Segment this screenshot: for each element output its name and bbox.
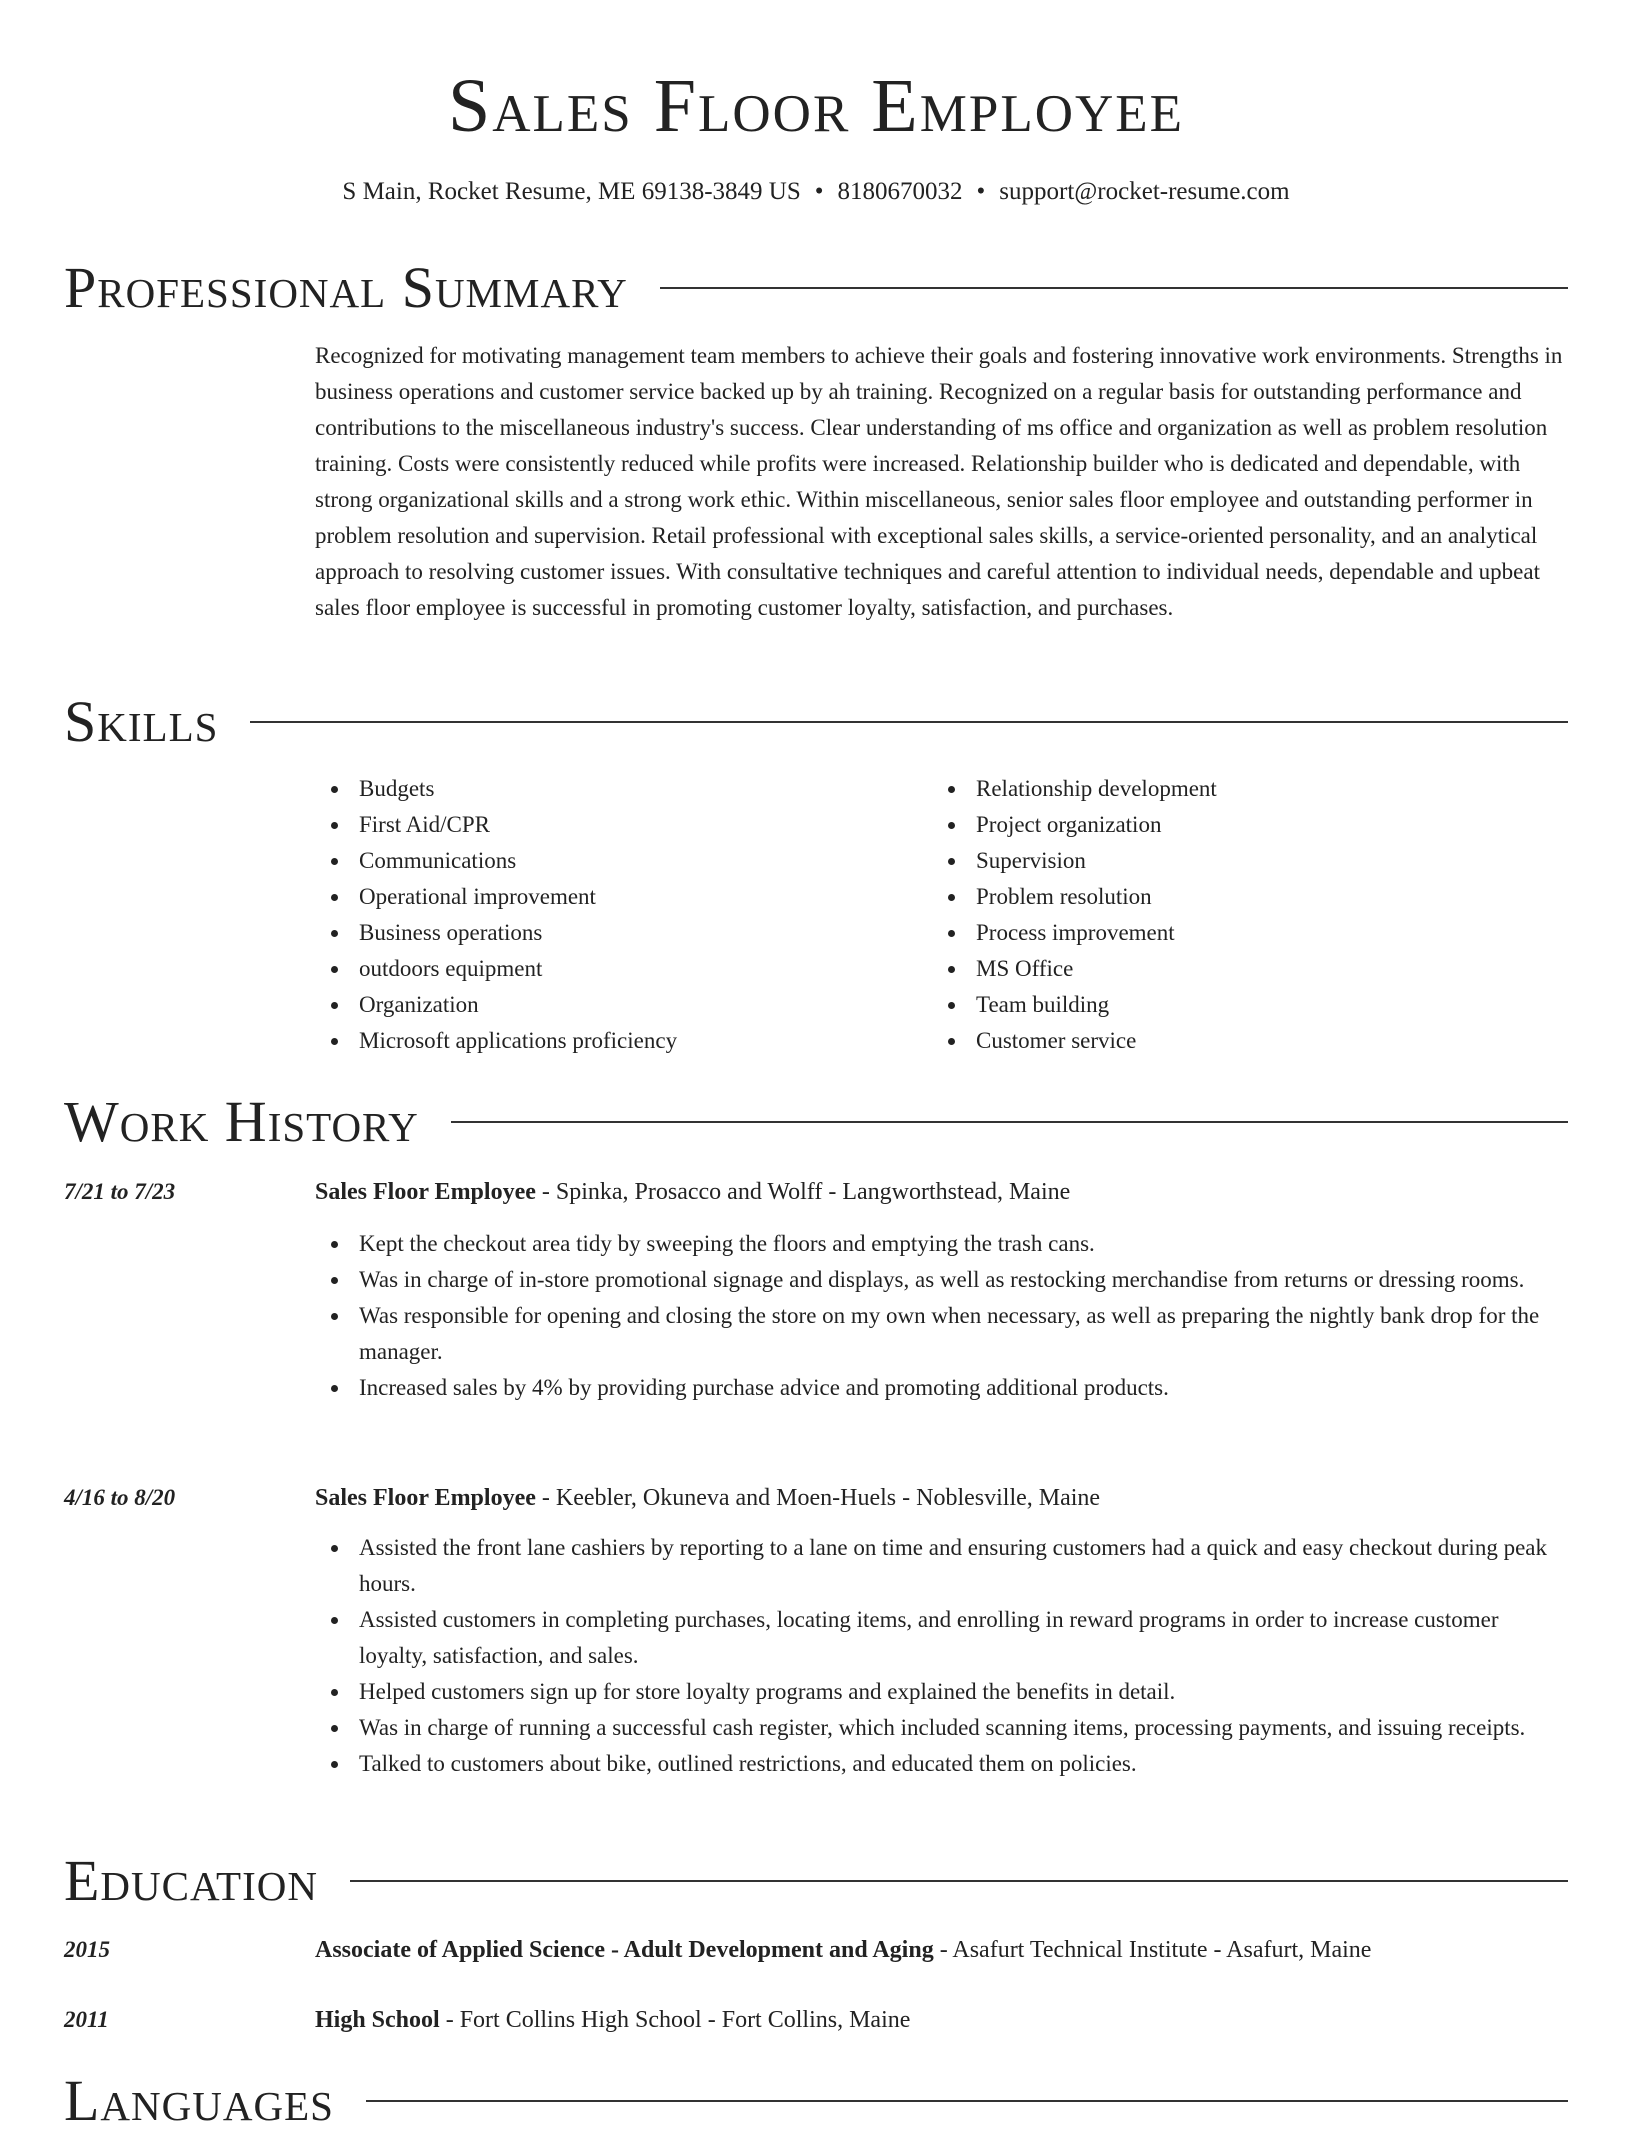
job-title-line: [315, 1480, 1568, 1516]
section-header-summary: [64, 253, 1568, 323]
section-divider: [250, 721, 1568, 723]
job-dates: 7/21 to 7/23: [64, 1179, 176, 1204]
job-title-line: [315, 1174, 1568, 1210]
skill-item: Relationship development: [932, 771, 1549, 807]
skill-item: Problem resolution: [932, 879, 1549, 915]
job-bullet: Assisted customers in completing purchases, locating items, and enrolling in reward programs in order to increase customer loyalty, satisfaction, and sales.: [315, 1602, 1568, 1674]
contact-email: support@rocket-resume.com: [999, 178, 1290, 205]
section-divider: [366, 2100, 1568, 2102]
contact-separator: •: [976, 178, 986, 205]
education-line: [315, 2002, 1568, 2038]
skill-item: outdoors equipment: [315, 951, 932, 987]
job-bullet: Helped customers sign up for store loyalty programs and explained the benefits in detail.: [315, 1674, 1568, 1710]
skill-item: First Aid/CPR: [315, 807, 932, 843]
education-school: - Asafurt Technical Institute - Asafurt, Maine: [933, 1937, 1372, 1963]
job-bullets: [315, 1530, 1568, 1782]
section-title-education: Education: [64, 1848, 318, 1913]
job-bullet: Kept the checkout area tidy by sweeping the floors and emptying the trash cans.: [315, 1226, 1568, 1262]
section-header-work-history: [64, 1087, 1568, 1157]
job-entry: [315, 1480, 1568, 1782]
skill-item: MS Office: [932, 951, 1549, 987]
contact-line: [0, 172, 1632, 212]
education-line: [315, 1932, 1568, 1968]
skills-column-left: [315, 771, 932, 1059]
skill-item: Business operations: [315, 915, 932, 951]
section-title-summary: Professional Summary: [64, 255, 628, 320]
summary-text: Recognized for motivating management team members to achieve their goals and fostering innovative work environments. Strengths in business operations and customer service backed up by ah training. Recognized on a regular basis for outstanding performance and contributions to the miscellaneous industry's success. Clear understanding of ms office and organization as well as problem resolution training. Costs were consistently reduced while profits were increased. Relationship builder who is dedicated and dependable, with strong organizational skills and a strong work ethic. Within miscellaneous, senior sales floor employee and outstanding performer in problem resolution and supervision. Retail professional with exceptional sales skills, a service-oriented personality, and an analytical approach to resolving customer issues. With consultative techniques and careful attention to individual needs, dependable and upbeat sales floor employee is successful in promoting customer loyalty, satisfaction, and purchases.: [315, 343, 1563, 620]
skill-item: Team building: [932, 987, 1549, 1023]
job-bullets: [315, 1226, 1568, 1406]
job-employer: - Spinka, Prosacco and Wolff - Langworthstead, Maine: [535, 1179, 1071, 1205]
skill-item: Budgets: [315, 771, 932, 807]
skill-item: Organization: [315, 987, 932, 1023]
section-title-work-history: Work History: [64, 1089, 419, 1154]
resume-name: Sales Floor Employee: [447, 64, 1184, 148]
summary-block: [315, 338, 1568, 626]
job-title: Sales Floor Employee: [315, 1485, 536, 1511]
education-entry: [315, 1932, 1568, 1968]
section-divider: [451, 1121, 1568, 1123]
section-title-languages: Languages: [64, 2068, 334, 2133]
job-bullet: Increased sales by 4% by providing purchase advice and promoting additional products.: [315, 1370, 1568, 1406]
job-bullet: Talked to customers about bike, outlined restrictions, and educated them on policies.: [315, 1746, 1568, 1782]
education-school: - Fort Collins High School - Fort Collins, Maine: [439, 2007, 911, 2033]
skill-item: Customer service: [932, 1023, 1549, 1059]
job-bullet: Was in charge of in-store promotional signage and displays, as well as restocking merchandise from returns or dressing rooms.: [315, 1262, 1568, 1298]
skills-block: [315, 771, 1568, 1059]
job-bullet: Was responsible for opening and closing the store on my own when necessary, as well as preparing the nightly bank drop for the manager.: [315, 1298, 1568, 1370]
skill-item: Project organization: [932, 807, 1549, 843]
job-title: Sales Floor Employee: [315, 1179, 536, 1205]
contact-address: S Main, Rocket Resume, ME 69138-3849 US: [342, 178, 801, 205]
job-bullet: Assisted the front lane cashiers by reporting to a lane on time and ensuring customers had a quick and easy checkout during peak hours.: [315, 1530, 1568, 1602]
skills-column-right: [932, 771, 1549, 1059]
section-divider: [350, 1880, 1568, 1882]
education-entry: [315, 2002, 1568, 2038]
skill-item: Microsoft applications proficiency: [315, 1023, 932, 1059]
skill-item: Process improvement: [932, 915, 1549, 951]
skill-item: Operational improvement: [315, 879, 932, 915]
education-year: 2015: [64, 1937, 110, 1962]
section-divider: [660, 287, 1568, 289]
section-header-languages: [64, 2066, 1568, 2136]
job-bullet: Was in charge of running a successful cash register, which included scanning items, processing payments, and issuing receipts.: [315, 1710, 1568, 1746]
section-title-skills: Skills: [64, 689, 219, 754]
job-dates: 4/16 to 8/20: [64, 1485, 176, 1510]
contact-phone: 8180670032: [837, 178, 963, 205]
job-employer: - Keebler, Okuneva and Moen-Huels - Noblesville, Maine: [535, 1485, 1101, 1511]
education-degree: Associate of Applied Science - Adult Development and Aging: [315, 1937, 934, 1963]
education-degree: High School: [315, 2007, 440, 2033]
skills-grid: [315, 771, 1568, 1059]
section-header-education: [64, 1846, 1568, 1916]
education-year: 2011: [64, 2007, 109, 2032]
section-header-skills: [64, 687, 1568, 757]
skill-item: Supervision: [932, 843, 1549, 879]
skill-item: Communications: [315, 843, 932, 879]
job-entry: [315, 1174, 1568, 1406]
contact-separator: •: [814, 178, 824, 205]
